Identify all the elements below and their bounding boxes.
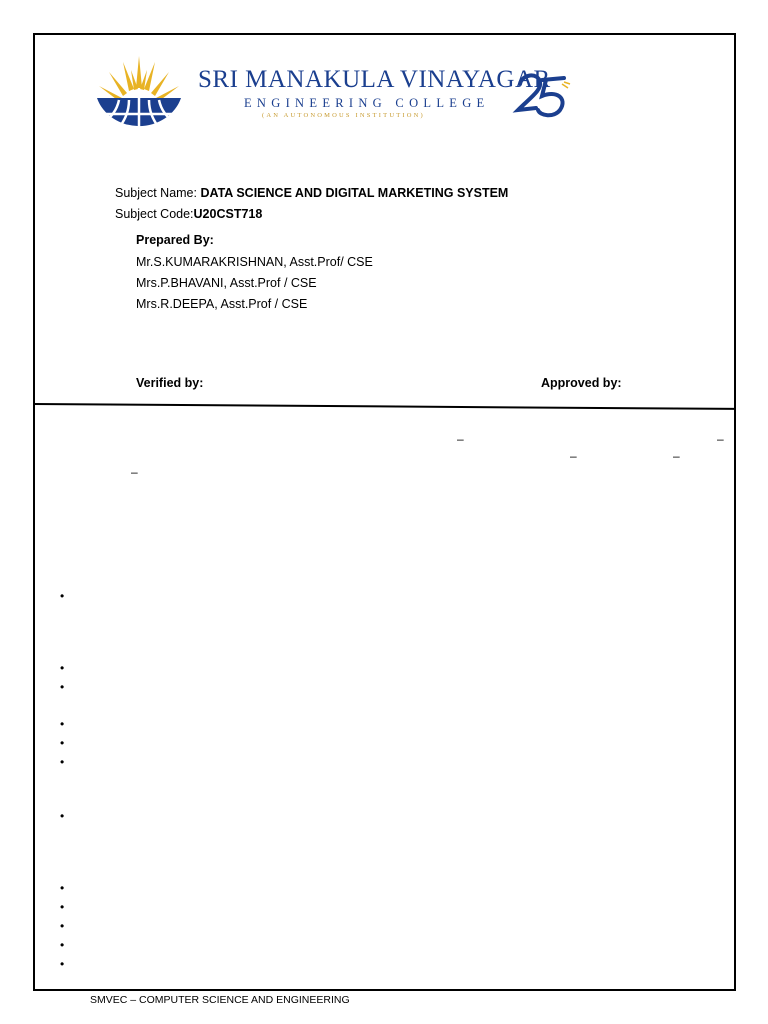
college-name: SRI MANAKULA VINAYAGAR [198, 66, 551, 93]
bullet-mark: • [60, 736, 65, 750]
bullet-mark: • [60, 881, 65, 895]
bullet-mark: • [60, 919, 65, 933]
preparer-name: Mrs.R.DEEPA, Asst.Prof / CSE [136, 297, 308, 311]
25-years-anniversary-icon [512, 70, 572, 120]
preparer-name: Mrs.P.BHAVANI, Asst.Prof / CSE [136, 276, 317, 290]
verified-by-label: Verified by: [136, 376, 204, 390]
college-tagline: (AN AUTONOMOUS INSTITUTION) [262, 112, 425, 119]
subject-code-value: U20CST718 [193, 207, 263, 221]
bullet-mark: • [60, 680, 65, 694]
dash-mark: – [131, 465, 138, 479]
dash-mark: – [457, 432, 464, 446]
page-footer: SMVEC – COMPUTER SCIENCE AND ENGINEERING [90, 994, 350, 1006]
dash-mark: – [570, 449, 577, 463]
bullet-mark: • [60, 717, 65, 731]
bullet-mark: • [60, 957, 65, 971]
bullet-mark: • [60, 900, 65, 914]
subject-name-row [115, 186, 508, 200]
college-subtitle: ENGINEERING COLLEGE [244, 96, 490, 110]
subject-name-label: Subject Name: [115, 186, 201, 200]
bullet-mark: • [60, 809, 65, 823]
bullet-mark: • [60, 589, 65, 603]
bullet-mark: • [60, 661, 65, 675]
bullet-mark: • [60, 938, 65, 952]
approved-by-label: Approved by: [541, 376, 622, 390]
prepared-by-heading: Prepared By: [136, 233, 214, 247]
page-border [33, 33, 736, 991]
subject-code-row [115, 207, 262, 221]
preparer-name: Mr.S.KUMARAKRISHNAN, Asst.Prof/ CSE [136, 255, 373, 269]
bullet-mark: • [60, 755, 65, 769]
dash-mark: – [717, 432, 724, 446]
college-emblem-icon [93, 48, 185, 140]
dash-mark: – [673, 449, 680, 463]
subject-name-value: DATA SCIENCE AND DIGITAL MARKETING SYSTEM [200, 186, 509, 200]
subject-code-label: Subject Code: [115, 207, 194, 221]
